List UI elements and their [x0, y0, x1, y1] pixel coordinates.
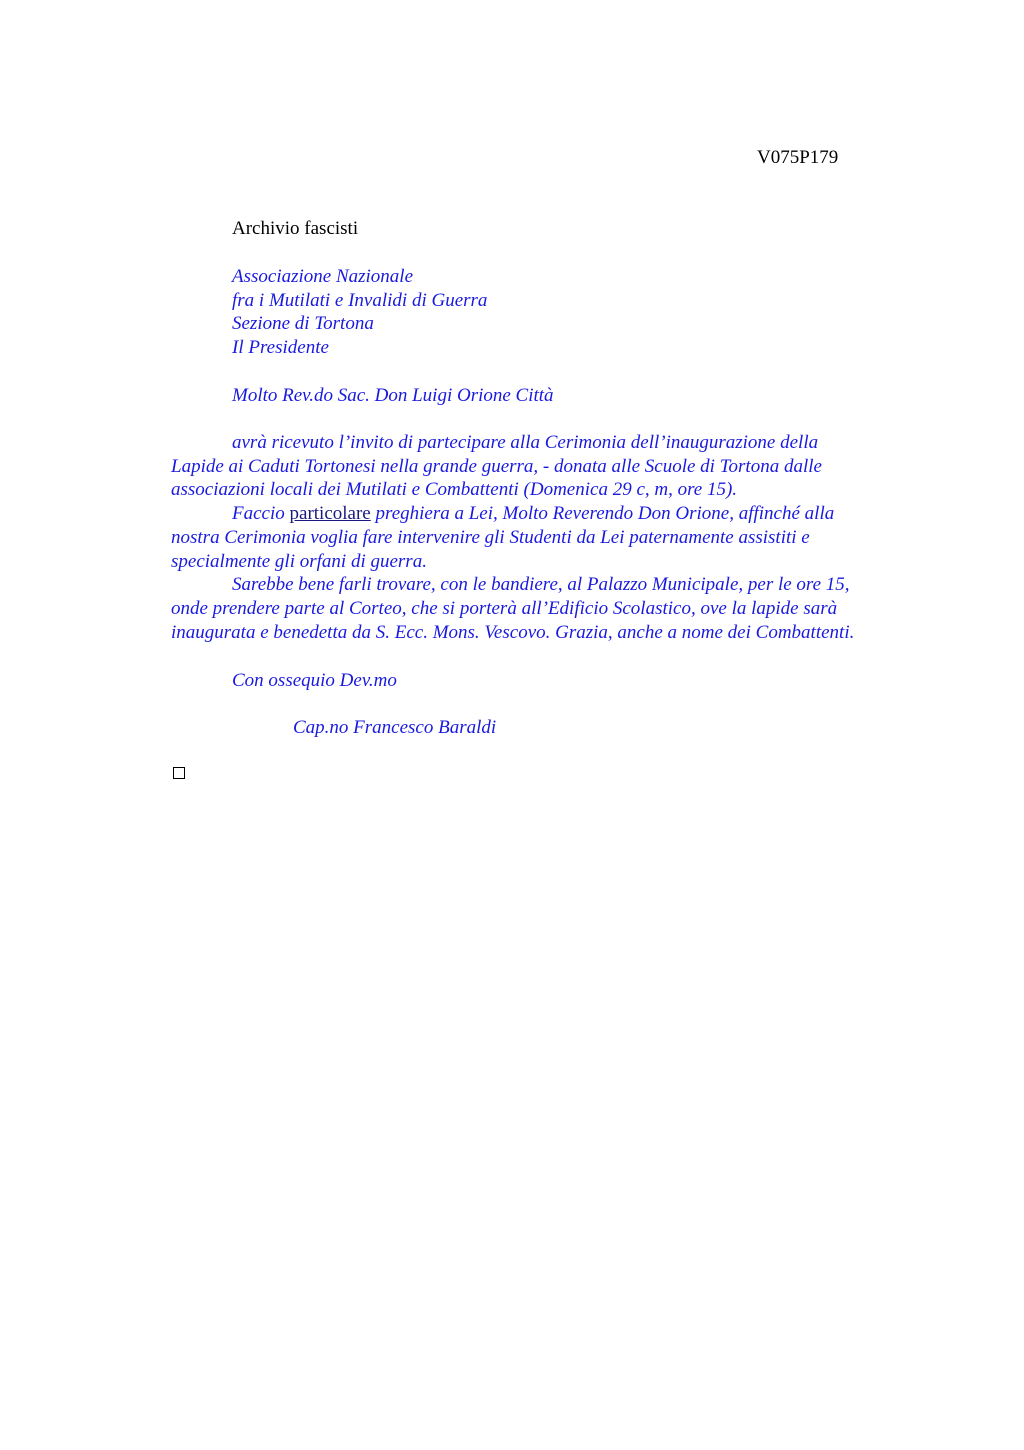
- letterhead: [232, 265, 487, 360]
- body-line: Lapide ai Caduti Tortonesi nella grande guerra, - donata alle Scuole di Tortona dalle: [171, 455, 822, 477]
- underlined-word: particolare: [289, 503, 371, 525]
- letterhead-line: Il Presidente: [232, 337, 329, 359]
- closing: Con ossequio Dev.mo: [232, 670, 397, 691]
- body-line: Sarebbe bene farli trovare, con le bandiere, al Palazzo Municipale, per le ore 15,: [232, 574, 850, 596]
- body-text-fragment: Faccio: [232, 503, 290, 525]
- body-line: [171, 502, 931, 526]
- body-line: associazioni locali dei Mutilati e Combattenti (Domenica 29 c, m, ore 15).: [171, 479, 738, 501]
- letterhead-line: fra i Mutilati e Invalidi di Guerra: [232, 289, 488, 311]
- body-line: specialmente gli orfani di guerra.: [171, 550, 427, 572]
- body-line: nostra Cerimonia voglia fare intervenire gli Studenti da Lei paternamente assistiti e: [171, 526, 810, 548]
- letter-body: [171, 431, 931, 644]
- body-text-fragment: preghiera a Lei, Molto Reverendo Don Orione, affinché alla: [370, 503, 835, 525]
- archive-label: Archivio fascisti: [232, 218, 359, 239]
- document-id: V075P179: [757, 147, 839, 168]
- body-line: onde prendere parte al Corteo, che si porterà all’Edificio Scolastico, ove la lapide sarà: [171, 597, 838, 619]
- empty-box-icon: [173, 767, 185, 779]
- body-line: inaugurata e benedetta da S. Ecc. Mons. Vescovo. Grazia, anche a nome dei Combattenti.: [171, 621, 855, 643]
- letterhead-line: Associazione Nazionale: [232, 266, 414, 287]
- signature: Cap.no Francesco Baraldi: [293, 717, 497, 738]
- letterhead-line: Sezione di Tortona: [232, 313, 374, 335]
- body-line: avrà ricevuto l’invito di partecipare alla Cerimonia dell’inaugurazione della: [232, 432, 819, 453]
- salutation: Molto Rev.do Sac. Don Luigi Orione Città: [232, 385, 554, 406]
